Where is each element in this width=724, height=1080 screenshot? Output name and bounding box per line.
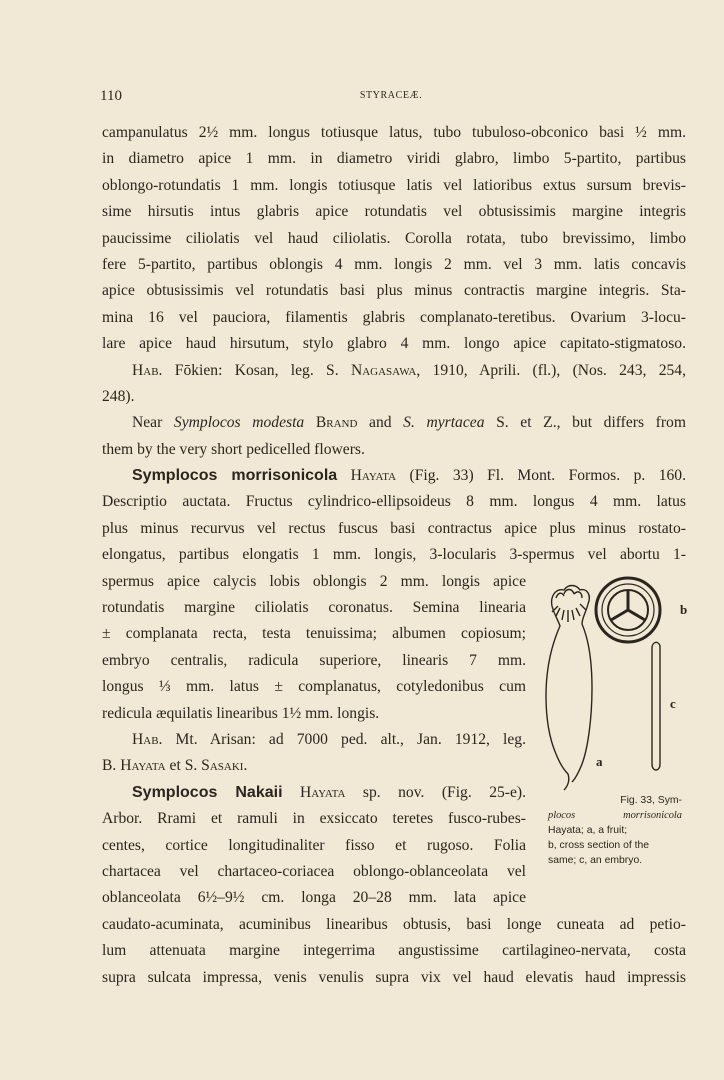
species-heading <box>102 780 526 806</box>
figure-caption <box>548 793 682 868</box>
hab-label: Hab. <box>132 730 163 748</box>
text-line: apice obtusissimis vel rotundatis basi plus minus contractis margine integris. Sta- <box>102 282 686 300</box>
collector-name: S. Sasaki <box>184 757 244 775</box>
note-text: Near <box>132 414 174 432</box>
reference-text: (Fig. 33) Fl. Mont. Formos. p. 160. <box>396 467 686 485</box>
text-line: in diametro apice 1 mm. in diametro viridi glabro, limbo 5-partito, partibus <box>102 150 686 168</box>
habitat-text: Fōkien: Kosan, leg. S. <box>162 361 351 379</box>
author-name: Hayata <box>299 783 346 801</box>
figure-label-b: b <box>680 602 688 617</box>
species-heading <box>102 463 686 489</box>
text-line: paucissime ciliolatis vel haud ciliolatis. Corolla rotata, tubo brevissimo, limbo <box>102 229 686 247</box>
caption-line: plocos morrisonicola <box>548 810 682 821</box>
text-line: mina 16 vel pauciora, filamentis glabris complanato-teretibus. Ovarium 3-locu- <box>102 308 686 326</box>
text-line: spermus apice calycis lobis oblongis 2 mm. longis apice <box>102 572 526 590</box>
note-text: and <box>357 414 404 432</box>
text-line: caudato-acuminata, acuminibus linearibus obtusis, basi longe cuneata ad petio- <box>102 915 686 933</box>
text-line: elongatus, partibus elongatis 1 mm. longis, 3-locularis 3-spermus vel abortu 1- <box>102 546 686 564</box>
figure-drawing <box>530 568 700 798</box>
text-line: plus minus recurvus vel rectus fuscus basi contractus apice plus minus rostato- <box>102 519 686 537</box>
habitat-text: . <box>243 757 248 775</box>
habitat-line <box>102 727 526 753</box>
hab-label: Hab. <box>132 361 163 379</box>
figure-33 <box>530 568 700 798</box>
note-line <box>102 410 686 436</box>
embryo-drawing <box>652 642 660 770</box>
text-line: lum attenuata margine integerrima angustissime cartilagineo-nervata, costa <box>102 942 686 960</box>
cross-section-drawing <box>596 578 660 642</box>
author-name: Brand <box>315 414 358 432</box>
text-line: lare apice haud hirsutum, stylo glabro 4 mm. longo apice capitato-stigmatoso. <box>102 335 686 353</box>
caption-line: same; c, an embryo. <box>548 855 643 866</box>
habitat-text: et <box>165 757 185 775</box>
text-line: sime hirsutis intus glabris apice rotundatis vel obtusissimis margine integris <box>102 203 686 221</box>
species-name: Symplocos modesta <box>173 414 305 432</box>
reference-text: sp. nov. (Fig. 25-e). <box>345 783 526 801</box>
fruit-drawing <box>546 586 592 791</box>
species-title: Symplocos Nakaii <box>132 783 283 801</box>
text-line: Arbor. Rrami et ramuli in exsiccato teretes fusco-rubes- <box>102 810 526 828</box>
text-line: centes, cortice longitudinaliter fisso et rugoso. Folia <box>102 836 526 854</box>
page-header <box>100 88 682 108</box>
text-line: redicula æquilatis linearibus 1½ mm. longis. <box>102 704 380 722</box>
figure-label-a: a <box>596 754 603 769</box>
habitat-text: , 1910, Aprili. (fl.), (Nos. 243, 254, <box>416 361 686 379</box>
habitat-line <box>102 358 686 384</box>
collector-name: Nagasawa <box>350 361 417 379</box>
page-number: 110 <box>100 88 122 104</box>
author-name: Hayata <box>350 467 397 485</box>
species-title: Symplocos morrisonicola <box>132 467 338 485</box>
text-line: supra sulcata impressa, venis venulis supra vix vel haud elevatis haud impressis <box>102 968 686 986</box>
text-line: oblanceolata 6½–9½ cm. longa 20–28 mm. lata apice <box>102 889 526 907</box>
text-line: campanulatus 2½ mm. longus totiusque latus, tubo tubuloso-obconico basi ½ mm. <box>102 124 686 141</box>
text-line: oblongo-rotundatis 1 mm. longis totiusque latis vel latioribus extus sursum brevis- <box>102 176 686 194</box>
figure-label-c: c <box>670 696 676 711</box>
text-line: rotundatis margine ciliolatis coronatus. Semina linearia <box>102 599 526 617</box>
caption-line: Fig. 33, Sym- <box>620 795 682 806</box>
running-title: STYRACEÆ. <box>359 90 423 101</box>
note-text: S. et Z., but differs from <box>484 414 686 432</box>
note-line: them by the very short pedicelled flowers. <box>102 440 365 458</box>
collector-name: B. Hayata <box>102 757 166 775</box>
caption-line: b, cross section of the <box>548 840 650 851</box>
caption-line: Hayata; a, a fruit; <box>548 825 628 836</box>
text-line: longus ⅓ mm. latus ± complanatus, cotyledonibus cum <box>102 678 526 696</box>
text-line: embryo centralis, radicula superiore, linearis 7 mm. <box>102 651 526 669</box>
text-line: chartacea vel chartaceo-coriacea oblongo-oblanceolata vel <box>102 862 526 880</box>
species-name: S. myrtacea <box>403 414 485 432</box>
text-line: ± complanata recta, testa tenuissima; albumen copiosum; <box>102 625 526 643</box>
text-line: fere 5-partito, partibus oblongis 4 mm. longis 2 mm. vel 3 mm. latis concavis <box>102 255 686 273</box>
text-line: Descriptio auctata. Fructus cylindrico-ellipsoideus 8 mm. longus 4 mm. latus <box>102 493 686 511</box>
habitat-line: 248). <box>102 387 135 405</box>
habitat-text: Mt. Arisan: ad 7000 ped. alt., Jan. 1912, leg. <box>162 730 526 748</box>
